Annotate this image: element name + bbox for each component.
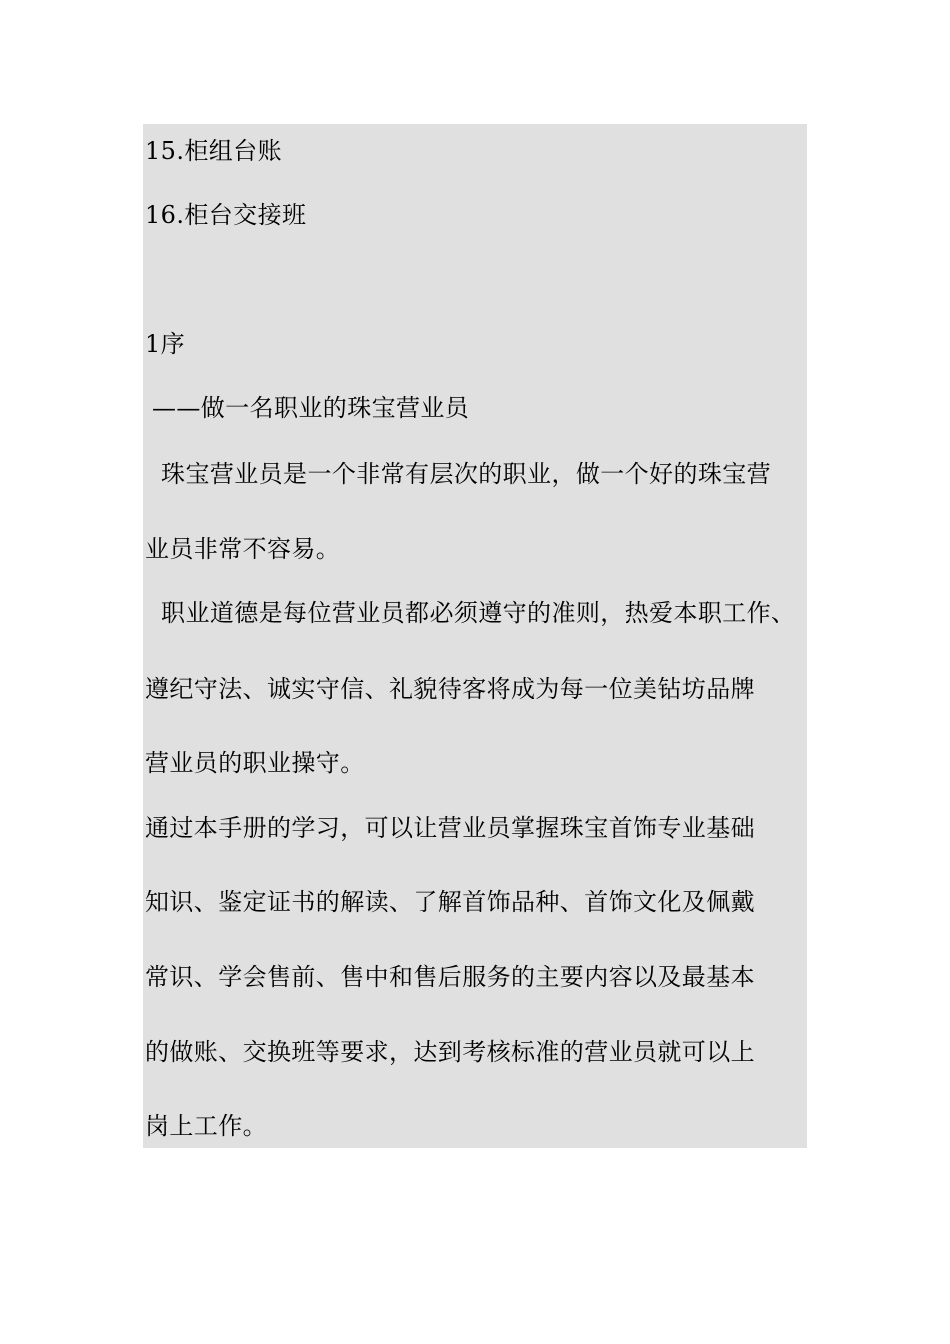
paragraph-3-line-4: 的做账、交换班等要求，达到考核标准的营业员就可以上 <box>145 1038 755 1066</box>
text-highlight-block <box>143 124 807 1148</box>
paragraph-2-line-3: 营业员的职业操守。 <box>145 749 365 777</box>
paragraph-3-line-5: 岗上工作。 <box>145 1112 267 1140</box>
toc-item-15: 15.柜组台账 <box>145 137 282 165</box>
paragraph-2-line-1: 职业道德是每位营业员都必须遵守的准则，热爱本职工作、 <box>145 599 796 627</box>
paragraph-3-line-1: 通过本手册的学习，可以让营业员掌握珠宝首饰专业基础 <box>145 814 755 842</box>
paragraph-1-line-1: 珠宝营业员是一个非常有层次的职业，做一个好的珠宝营 <box>145 460 772 488</box>
paragraph-3-line-2: 知识、鉴定证书的解读、了解首饰品种、首饰文化及佩戴 <box>145 888 755 916</box>
section-subtitle: ——做一名职业的珠宝营业员 <box>152 394 470 422</box>
toc-item-16: 16.柜台交接班 <box>145 201 307 229</box>
paragraph-2-line-2: 遵纪守法、诚实守信、礼貌待客将成为每一位美钻坊品牌 <box>145 675 755 703</box>
section-title: 1序 <box>145 330 186 358</box>
paragraph-1-line-2: 业员非常不容易。 <box>145 535 341 563</box>
paragraph-3-line-3: 常识、学会售前、售中和售后服务的主要内容以及最基本 <box>145 963 755 991</box>
